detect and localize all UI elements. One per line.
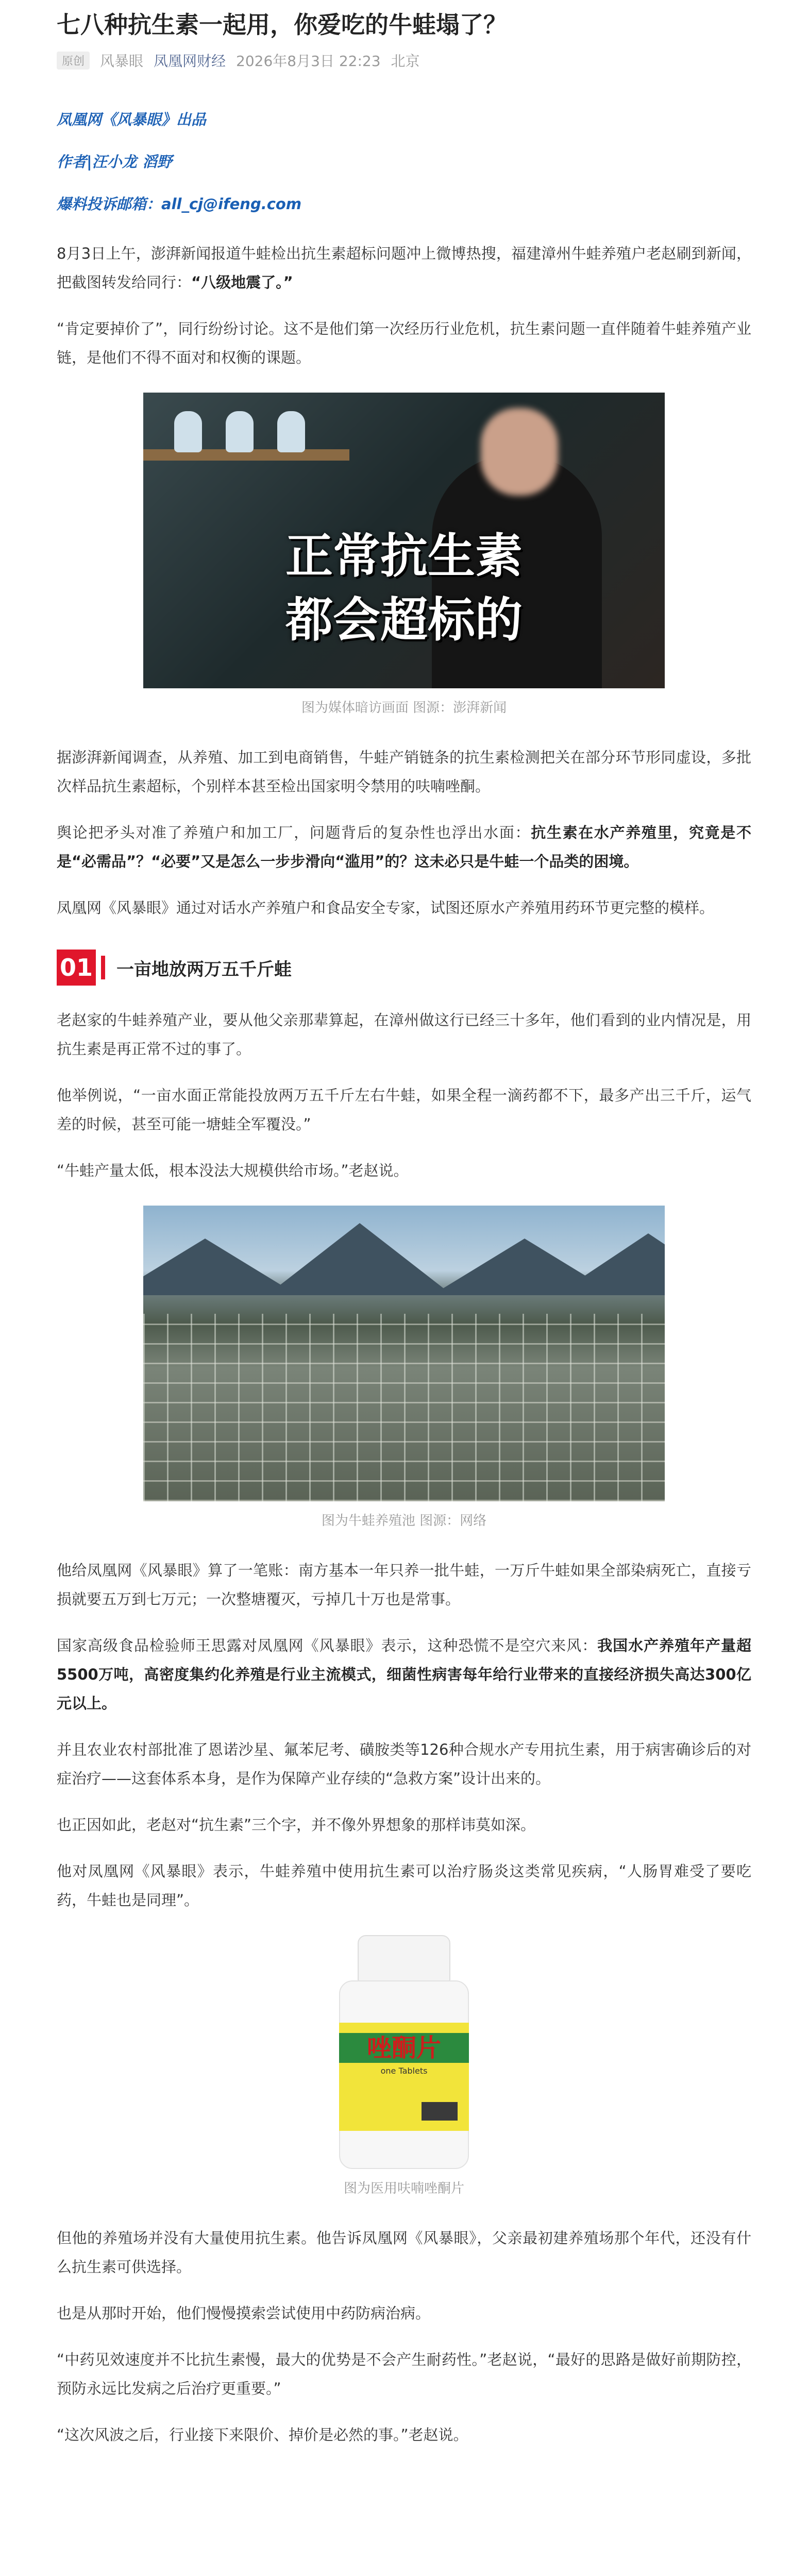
pond-grid (143, 1314, 665, 1501)
authors-line: 作者|汪小龙 滔野 (57, 153, 172, 171)
paragraph-11: 并且农业农村部批准了恩诺沙星、氟苯尼考、磺胺类等126种合规水产专用抗生素，用于病害确诊后的对症治疗——这套体系本身，是作为保障产业存续的“急救方案”设计出来的。 (57, 1741, 751, 1787)
article-credits (57, 108, 751, 215)
section-number: 01 (57, 950, 96, 986)
paragraph-12: 也正因如此，老赵对“抗生素”三个字，并不像外界想象的那样讳莫如深。 (57, 1816, 536, 1834)
article-title: 七八种抗生素一起用，你爱吃的牛蛙塌了？ (57, 11, 507, 39)
paragraph-15: 也是从那时开始，他们慢慢摸索尝试使用中药防病治病。 (57, 2304, 431, 2322)
video-screenshot-image (143, 393, 665, 688)
bottle-label (339, 2023, 469, 2131)
blurred-face (481, 408, 558, 496)
paragraph-17: “这次风波之后，行业接下来限价、掉价是必然的事。”老赵说。 (57, 2426, 468, 2444)
image-caption-3: 图为医用呋喃唑酮片 (343, 2181, 464, 2196)
tip-email-line[interactable]: 爆料投诉邮箱：all_cj@ifeng.com (57, 195, 302, 213)
label-drug-name: 唑酮片 (366, 2033, 441, 2062)
paragraph-1-quote: “八级地震了。” (191, 274, 293, 291)
paragraph-13: 他对凤凰网《风暴眼》表示，牛蛙养殖中使用抗生素可以治疗肠炎这类常见疾病，“人肠胃难受了要吃药，牛蛙也是同理”。 (57, 1862, 751, 1909)
mountain-shape (556, 1233, 665, 1295)
paragraph-9: 他给凤凰网《风暴眼》算了一笔账：南方基本一年只养一批牛蛙，一万斤牛蛙如果全部染病死亡，直接亏损就要五万到七万元；一次整塘覆灭，亏掉几十万也是常事。 (57, 1562, 751, 1608)
producer-line: 凤凰网《风暴眼》出品 (57, 111, 207, 128)
section-bar (101, 956, 105, 979)
paragraph-4 (57, 818, 751, 876)
paragraph-1 (57, 239, 751, 297)
paragraph-3: 据澎湃新闻调查，从养殖、加工到电商销售，牛蛙产销链条的抗生素检测把关在部分环节形同虚设，多批次样品抗生素超标，个别样本甚至检出国家明令禁用的呋喃唑酮。 (57, 749, 751, 795)
paragraph-10-bold: 我国水产养殖年产量超5500万吨，高密度集约化养殖是行业主流模式，细菌性病害每年给行业带来的直接经济损失高达300亿元以上。 (57, 1637, 751, 1712)
vase-shape (277, 411, 305, 452)
original-badge: 原创 (57, 52, 90, 70)
image-caption-1: 图为媒体暗访画面 图源：澎湃新闻 (301, 700, 507, 716)
paragraph-4-text: 舆论把矛头对准了养殖户和加工厂，问题背后的复杂性也浮出水面： (57, 824, 531, 841)
paragraph-4-bold: 抗生素在水产养殖里，究竟是不是“必需品”？“必要”又是怎么一步步滑向“滥用”的？这未必只是牛蛙一个品类的困境。 (57, 824, 751, 870)
paragraph-16: “中药见效速度并不比抗生素慢，最大的优势是不会产生耐药性。”老赵说，“最好的思路是做好前期防控，预防永远比发病之后治疗更重要。” (57, 2351, 751, 2397)
account-link[interactable]: 凤凰网财经 (154, 53, 226, 70)
article-meta (57, 48, 751, 72)
paragraph-14: 但他的养殖场并没有大量使用抗生素。他告诉凤凰网《风暴眼》，父亲最初建养殖场那个年代，还没有什么抗生素可供选择。 (57, 2229, 751, 2276)
paragraph-8: “牛蛙产量太低，根本没法大规模供给市场。”老赵说。 (57, 1162, 409, 1179)
section-title: 一亩地放两万五千斤蛙 (116, 959, 292, 980)
label-logo-box (422, 2102, 458, 2121)
frog-pond-image (143, 1206, 665, 1501)
bottle-cap (358, 1935, 450, 1982)
medicine-bottle-image (329, 1935, 479, 2169)
paragraph-1-text: 8月3日上午，澎湃新闻报道牛蛙检出抗生素超标问题冲上微博热搜，福建漳州牛蛙养殖户老赵刷到新闻，把截图转发给同行： (57, 245, 751, 291)
publish-date: 2026年8月3日 22:23 (236, 53, 381, 70)
paragraph-7: 他举例说，“一亩水面正常能投放两万五千斤左右牛蛙，如果全程一滴药都不下，最多产出三千斤，运气差的时候，甚至可能一塘蛙全军覆没。” (57, 1087, 751, 1133)
label-latin-name: one Tablets (380, 2066, 428, 2076)
author-name: 风暴眼 (100, 53, 144, 70)
mountain-shape (267, 1223, 452, 1295)
paragraph-5: 凤凰网《风暴眼》通过对话水产养殖户和食品安全专家，试图还原水产养殖用药环节更完整的模样。 (57, 899, 715, 917)
image-caption-2: 图为牛蛙养殖池 图源：网络 (321, 1513, 487, 1529)
paragraph-10-text: 国家高级食品检验师王思露对凤凰网《风暴眼》表示，这种恐慌不是空穴来风： (57, 1637, 598, 1654)
paragraph-10 (57, 1631, 751, 1718)
image-overlay-text-1: 正常抗生素 (285, 529, 523, 584)
section-heading-01 (57, 947, 751, 988)
image-overlay-text-2: 都会超标的 (285, 592, 523, 648)
publish-location: 北京 (391, 53, 420, 70)
vase-shape (226, 411, 254, 452)
paragraph-2: “肯定要掉价了”，同行纷纷讨论。这不是他们第一次经历行业危机，抗生素问题一直伴随着牛蛙养殖产业链，是他们不得不面对和权衡的课题。 (57, 320, 751, 366)
vase-shape (174, 411, 202, 452)
paragraph-6: 老赵家的牛蛙养殖产业，要从他父亲那辈算起，在漳州做这行已经三十多年，他们看到的业内情况是，用抗生素是再正常不过的事了。 (57, 1011, 751, 1058)
